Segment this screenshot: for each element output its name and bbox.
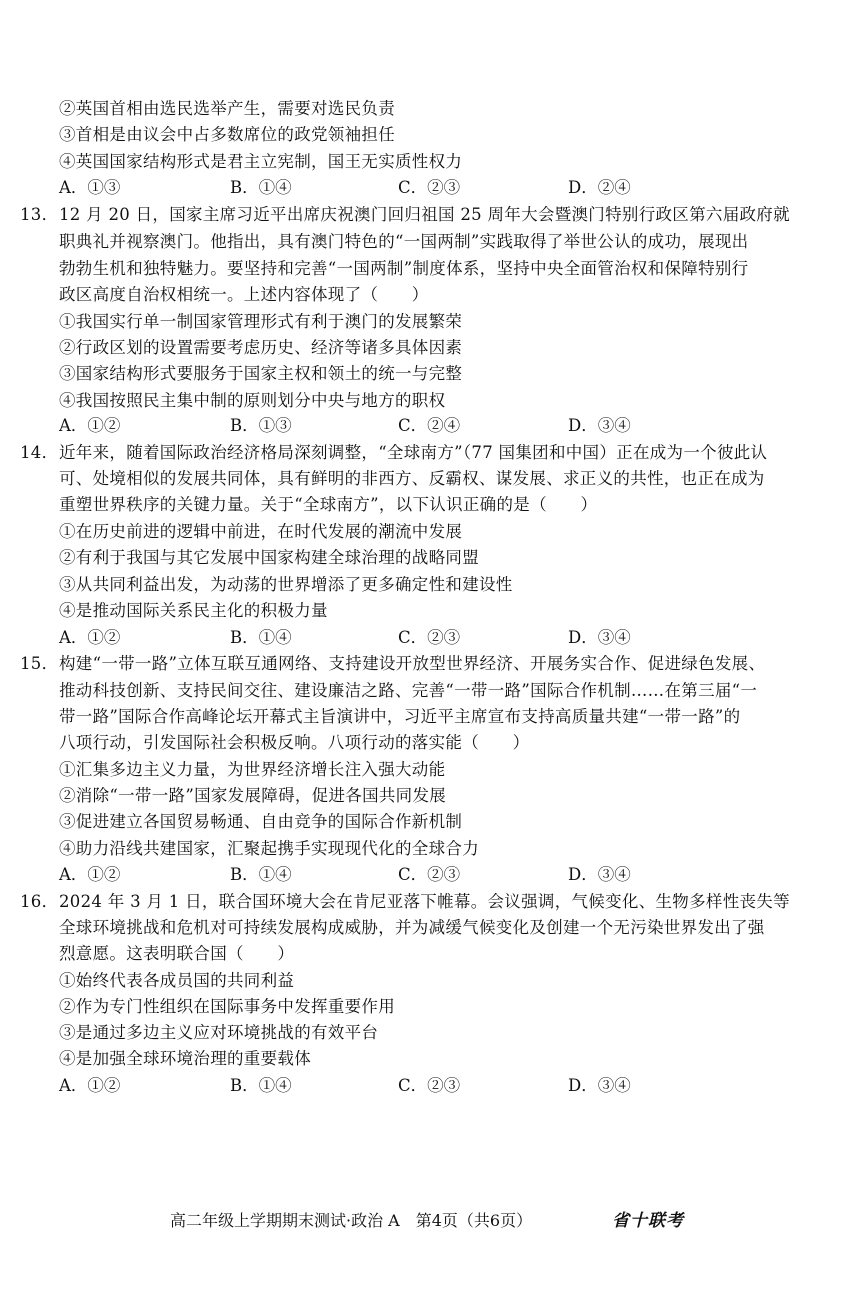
q15-stem-line-2: 推动科技创新、支持民间交往、建设廉洁之路、完善“一带一路”国际合作机制……在第三届“一 (59, 681, 758, 700)
q12-statement-2: ②英国首相由选民选举产生，需要对选民负责 (59, 99, 395, 118)
q13-stem-line-1: 12 月 20 日，国家主席习近平出席庆祝澳门回归祖国 25 周年大会暨澳门特别行政区第六届政府就 (59, 205, 790, 224)
q14-stem-line-1: 近年来，随着国际政治经济格局深刻调整，“全球南方”（77 国集团和中国）正在成为一个彼此认 (59, 443, 768, 462)
q12-option-c: C．②③ (398, 178, 461, 197)
q15-stem-line-3: 带一路”国际合作高峰论坛开幕式主旨演讲中，习近平主席宣布支持高质量共建“一带一路”的 (59, 707, 741, 726)
q13-option-d: D．③④ (568, 416, 631, 435)
q14-statement-1: ①在历史前进的逻辑中前进，在时代发展的潮流中发展 (59, 522, 463, 541)
q14-options (0, 627, 780, 649)
q13-options (0, 415, 780, 437)
q14-stem-line-3: 重塑世界秩序的关键力量。关于“全球南方”，以下认识正确的是（ ） (59, 495, 598, 514)
q12-option-d: D．②④ (568, 178, 631, 197)
q16-number: 16． (20, 892, 59, 911)
q15-option-b: B．①④ (230, 865, 292, 884)
q16-option-b: B．①④ (230, 1076, 292, 1095)
q16-statement-4: ④是加强全球环境治理的重要载体 (59, 1049, 311, 1068)
q14-option-b: B．①④ (230, 628, 292, 647)
q15-stem-line-1: 构建“一带一路”立体互联互通网络、支持建设开放型世界经济、开展务实合作、促进绿色发展、 (59, 654, 766, 673)
q13-stem-line-2: 职典礼并视察澳门。他指出，具有澳门特色的“一国两制”实践取得了举世公认的成功，展现出 (59, 232, 749, 251)
q16-stem-line-1: 2024 年 3 月 1 日，联合国环境大会在肯尼亚落下帷幕。会议强调，气候变化、生物多样性丧失等 (59, 892, 790, 911)
q14-statement-2: ②有利于我国与其它发展中国家构建全球治理的战略同盟 (59, 548, 479, 567)
q12-statement-3: ③首相是由议会中占多数席位的政党领袖担任 (59, 125, 395, 144)
q16-stem-line-3: 烈意愿。这表明联合国（ ） (59, 944, 295, 963)
q16-statement-3: ③是通过多边主义应对环境挑战的有效平台 (59, 1023, 379, 1042)
q16-option-a: A．①② (59, 1076, 121, 1095)
footer-brand: 省十联考 (612, 1211, 684, 1231)
q14-stem-line-2: 可、处境相似的发展共同体，具有鲜明的非西方、反霸权、谋发展、求正义的共性，也正在成为 (59, 469, 765, 488)
q15-statement-1: ①汇集多边主义力量，为世界经济增长注入强大动能 (59, 760, 446, 779)
q13-option-b: B．①③ (230, 416, 292, 435)
q13-statement-2: ②行政区划的设置需要考虑历史、经济等诸多具体因素 (59, 338, 463, 357)
q14-option-d: D．③④ (568, 628, 631, 647)
q15-option-c: C．②③ (398, 865, 461, 884)
q16-stem-line-2: 全球环境挑战和危机对可持续发展构成威胁，并为减缓气候变化及创建一个无污染世界发出了强 (59, 918, 765, 937)
q15-statement-2: ②消除“一带一路”国家发展障碍，促进各国共同发展 (59, 786, 447, 805)
q14-number: 14． (20, 443, 59, 462)
q16-option-d: D．③④ (568, 1076, 631, 1095)
q16-statement-2: ②作为专门性组织在国际事务中发挥重要作用 (59, 997, 395, 1016)
q16-statement-1: ①始终代表各成员国的共同利益 (59, 971, 295, 990)
q12-options (0, 177, 780, 199)
q15-stem-line-4: 八项行动，引发国际社会积极反响。八项行动的落实能（ ） (59, 733, 530, 752)
q13-option-c: C．②④ (398, 416, 461, 435)
q12-option-b: B．①④ (230, 178, 292, 197)
q15-number: 15． (20, 654, 59, 673)
q13-number: 13． (20, 205, 59, 224)
q13-stem-line-3: 勃勃生机和独特魅力。要坚持和完善“一国两制”制度体系，坚持中央全面管治权和保障特别行 (59, 259, 749, 278)
q15-option-d: D．③④ (568, 865, 631, 884)
q15-statement-4: ④助力沿线共建国家，汇聚起携手实现现代化的全球合力 (59, 839, 479, 858)
q15-option-a: A．①② (59, 865, 121, 884)
q14-statement-3: ③从共同利益出发，为动荡的世界增添了更多确定性和建设性 (59, 575, 513, 594)
q13-stem-line-4: 政区高度自治权相统一。上述内容体现了（ ） (59, 285, 429, 304)
q13-statement-3: ③国家结构形式要服务于国家主权和领土的统一与完整 (59, 364, 463, 383)
footer-text: 高二年级上学期期末测试·政治 A 第4页（共6页） (170, 1211, 533, 1230)
q15-statement-3: ③促进建立各国贸易畅通、自由竞争的国际合作新机制 (59, 812, 463, 831)
q13-statement-4: ④我国按照民主集中制的原则划分中央与地方的职权 (59, 391, 446, 410)
q16-options (0, 1075, 780, 1097)
q14-statement-4: ④是推动国际关系民主化的积极力量 (59, 601, 328, 620)
q12-option-a: A．①③ (59, 178, 121, 197)
q13-statement-1: ①我国实行单一制国家管理形式有利于澳门的发展繁荣 (59, 312, 463, 331)
q15-options (0, 864, 780, 886)
page-footer (0, 1207, 860, 1235)
q13-option-a: A．①② (59, 416, 121, 435)
q14-option-c: C．②③ (398, 628, 461, 647)
q16-option-c: C．②③ (398, 1076, 461, 1095)
q12-statement-4: ④英国国家结构形式是君主立宪制，国王无实质性权力 (59, 152, 463, 171)
q14-option-a: A．①② (59, 628, 121, 647)
